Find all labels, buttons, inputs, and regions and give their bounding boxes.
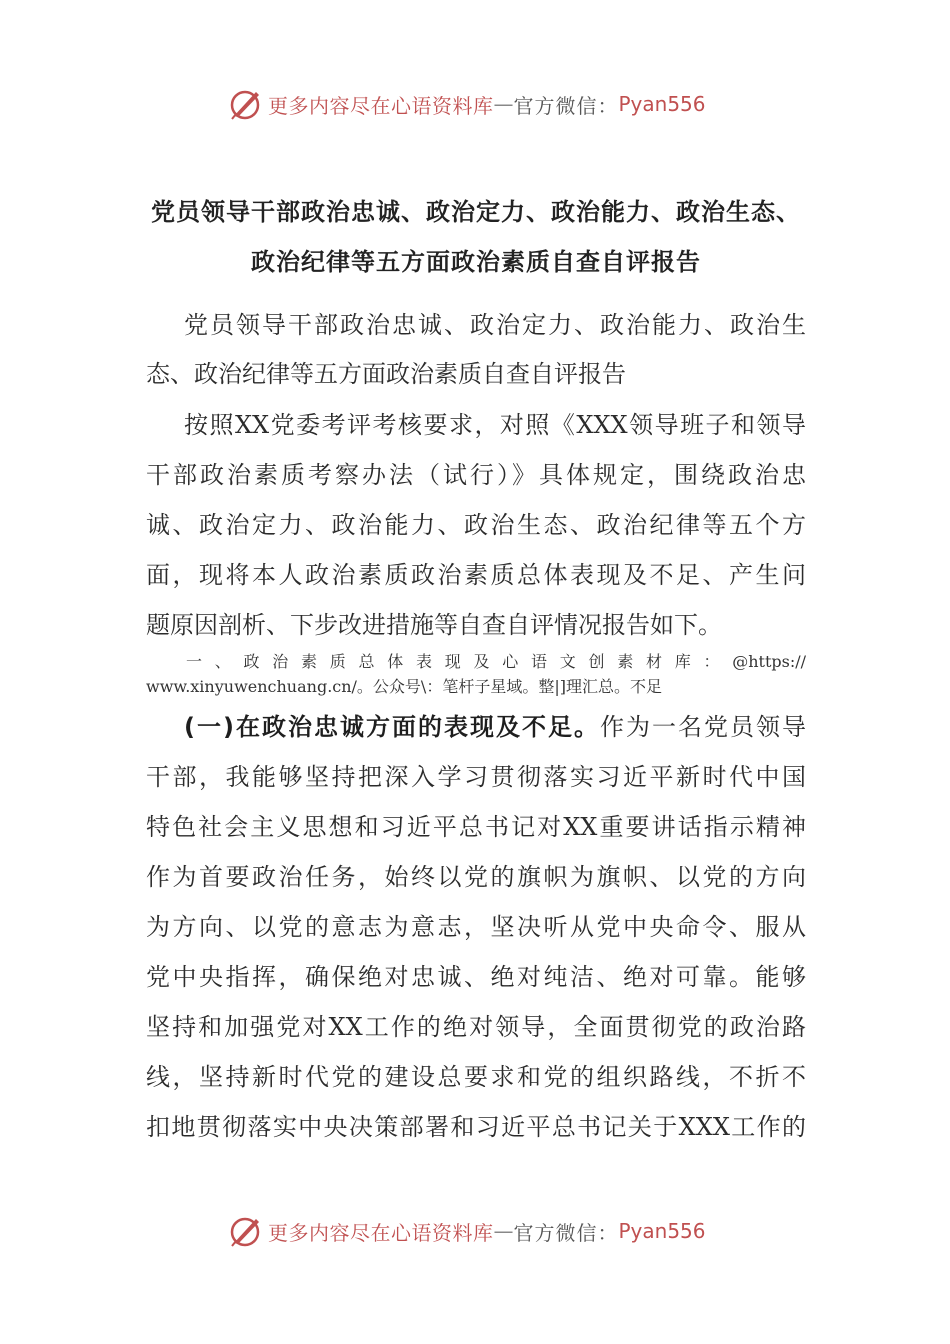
document-title-line-1: 党员领导干部政治忠诚、政治定力、政治能力、政治生态、 (151, 198, 801, 226)
paragraph-2-line-1: 按照XX党委考评考核要求，对照《XXX领导班子和领导 (184, 411, 806, 439)
banner-wechat-id: Pyan556 (618, 92, 706, 116)
banner-wechat-id: Pyan556 (618, 1219, 706, 1243)
paragraph-3-line-7: 坚持和加强党对XX工作的绝对领导，全面贯彻党的政治路 (146, 1013, 806, 1041)
paragraph-3-line-1 (146, 711, 806, 743)
quill-pen-logo-icon (228, 86, 264, 122)
banner-text: 更多内容尽在心语资料库 (268, 1220, 494, 1245)
paragraph-2-line-2: 干部政治素质考察办法（试行）》具体规定，围绕政治忠 (146, 461, 806, 489)
banner-separator: — (493, 92, 514, 116)
subsection-heading: (一)在政治忠诚方面的表现及不足。 (184, 713, 600, 741)
paragraph-1-line-1: 党员领导干部政治忠诚、政治定力、政治能力、政治生 (184, 311, 806, 339)
paragraph-3-line-1-text: 作为一名党员领导 (599, 713, 807, 741)
paragraph-3-line-4: 作为首要政治任务，始终以党的旗帜为旗帜、以党的方向 (146, 863, 806, 891)
paragraph-3-line-9: 扣地贯彻落实中央决策部署和习近平总书记关于XXX工作的 (146, 1113, 806, 1141)
paragraph-1-line-2: 态、政治纪律等五方面政治素质自查自评报告 (146, 360, 626, 388)
banner-separator: — (493, 1219, 514, 1243)
header-banner (228, 84, 706, 124)
paragraph-3-line-2: 干部，我能够坚持把深入学习贯彻落实习近平新时代中国 (146, 763, 806, 791)
quill-pen-logo-icon (228, 1213, 264, 1249)
paragraph-2-line-5: 题原因剖析、下步改进措施等自查自评情况报告如下。 (146, 611, 722, 639)
paragraph-3-line-5: 为方向、以党的意志为意志，坚决听从党中央命令、服从 (146, 913, 806, 941)
paragraph-2-line-3: 诚、政治定力、政治能力、政治生态、政治纪律等五个方 (146, 511, 806, 539)
section-1-heading-line-1: 一、政治素质总体表现及心语文创素材库：@https:// (186, 652, 806, 671)
footer-banner (228, 1211, 706, 1251)
section-1-heading-line-2: www.xinyuwenchuang.cn/。公众号\：笔杆子星域。整|]理汇总。不足 (146, 677, 662, 696)
banner-text: 更多内容尽在心语资料库 (268, 93, 494, 118)
paragraph-3-line-6: 党中央指挥，确保绝对忠诚、绝对纯洁、绝对可靠。能够 (146, 963, 806, 991)
document-title-line-2: 政治纪律等五方面政治素质自查自评报告 (251, 248, 701, 276)
paragraph-3-line-8: 线，坚持新时代党的建设总要求和党的组织路线，不折不 (146, 1063, 806, 1091)
paragraph-3-line-3: 特色社会主义思想和习近平总书记对XX重要讲话指示精神 (146, 813, 806, 841)
banner-official-label: 官方微信： (513, 1220, 619, 1245)
banner-official-label: 官方微信： (513, 93, 619, 118)
paragraph-2-line-4: 面，现将本人政治素质政治素质总体表现及不足、产生问 (146, 561, 806, 589)
